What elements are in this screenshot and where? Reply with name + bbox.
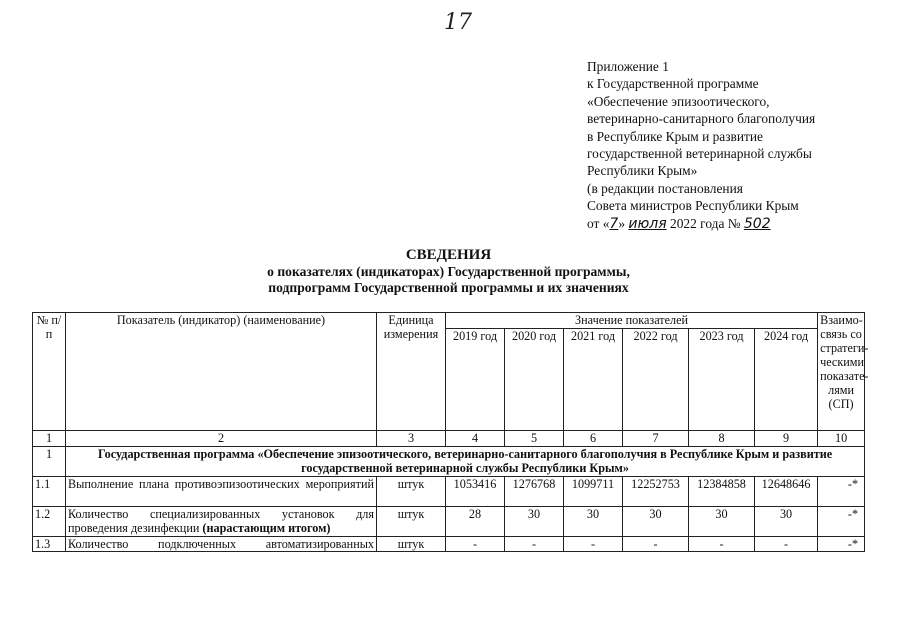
date-prefix: от « <box>587 215 610 231</box>
date-day: 7 <box>609 215 619 232</box>
header-name: Показатель (индикатор) (наименование) <box>66 313 377 431</box>
col-number: 7 <box>623 431 689 447</box>
row-value: 30 <box>755 507 818 537</box>
page-number: 17 <box>444 10 472 35</box>
row-name <box>66 507 377 537</box>
section-title: Государственная программа «Обеспечение эпизоотического, ветеринарно-санитарного благополучия в Республике Крым и развитие государственной ветеринарной службы Республики Крым» <box>66 447 865 477</box>
row-name <box>66 477 377 507</box>
row-num: 1.3 <box>33 537 66 552</box>
date-mid: » <box>618 215 626 231</box>
col-number: 9 <box>755 431 818 447</box>
col-number: 2 <box>66 431 377 447</box>
row-value: 30 <box>564 507 623 537</box>
date-year: 2022 года № <box>670 215 741 231</box>
appendix-date-line <box>587 215 815 233</box>
header-num: № п/п <box>33 313 66 431</box>
col-number: 1 <box>33 431 66 447</box>
row-value: - <box>564 537 623 552</box>
appendix-line: государственной ветеринарной службы <box>587 146 812 162</box>
col-number: 5 <box>505 431 564 447</box>
table-row <box>33 537 865 552</box>
header-year: 2023 год <box>689 329 755 431</box>
col-number: 3 <box>377 431 446 447</box>
header-year: 2019 год <box>446 329 505 431</box>
row-num: 1.2 <box>33 507 66 537</box>
row-value: 30 <box>689 507 755 537</box>
date-month: июля <box>628 215 667 232</box>
row-value: 12384858 <box>689 477 755 507</box>
header-year: 2021 год <box>564 329 623 431</box>
row-value: 1053416 <box>446 477 505 507</box>
row-value: - <box>689 537 755 552</box>
appendix-line: к Государственной программе <box>587 76 759 92</box>
section-num: 1 <box>33 447 66 477</box>
appendix-line: (в редакции постановления <box>587 180 743 196</box>
row-link: -* <box>818 507 865 537</box>
row-name-text: Количество специализированных установок для проведения дезинфекции <box>68 507 374 535</box>
appendix-line: «Обеспечение эпизоотического, <box>587 93 770 109</box>
table-row <box>33 507 865 537</box>
header-values: Значение показателей <box>446 313 818 329</box>
appendix-line: Республики Крым» <box>587 163 698 179</box>
row-unit: штук <box>377 507 446 537</box>
row-num: 1.1 <box>33 477 66 507</box>
row-value: - <box>505 537 564 552</box>
header-year: 2022 год <box>623 329 689 431</box>
row-value: - <box>446 537 505 552</box>
row-link: -* <box>818 537 865 552</box>
row-value: 28 <box>446 507 505 537</box>
row-value: 12648646 <box>755 477 818 507</box>
row-unit: штук <box>377 537 446 552</box>
row-value: 30 <box>505 507 564 537</box>
header-year: 2024 год <box>755 329 818 431</box>
title-line-2: о показателях (индикаторах) Государственной программы, <box>267 264 630 279</box>
table-row <box>33 477 865 507</box>
col-number: 8 <box>689 431 755 447</box>
appendix-line: Приложение 1 <box>587 59 669 74</box>
col-number: 10 <box>818 431 865 447</box>
title-main: СВЕДЕНИЯ <box>405 247 492 263</box>
title-line-3: подпрограмм Государственной программы и их значениях <box>268 280 629 295</box>
row-value: 1099711 <box>564 477 623 507</box>
appendix-block <box>587 58 815 233</box>
header-year: 2020 год <box>505 329 564 431</box>
header-link: Взаимо-связь со стратеги-ческими показате-лями (СП) <box>818 313 865 431</box>
appendix-line: ветеринарно-санитарного благополучия <box>587 111 816 127</box>
col-number: 4 <box>446 431 505 447</box>
row-name-bold: (нарастающим итогом) <box>202 521 331 535</box>
indicators-table <box>32 312 869 552</box>
appendix-line: Совета министров Республики Крым <box>587 198 799 214</box>
row-unit: штук <box>377 477 446 507</box>
col-number: 6 <box>564 431 623 447</box>
row-value: 30 <box>623 507 689 537</box>
document-title <box>0 246 897 296</box>
row-value: - <box>623 537 689 552</box>
row-name-text: Выполнение плана противоэпизоотических мероприятий <box>68 477 374 491</box>
appendix-line: в Республике Крым и развитие <box>587 128 763 144</box>
row-value: 12252753 <box>623 477 689 507</box>
row-name-text: Количество подключенных автоматизированных <box>68 537 374 551</box>
date-number: 502 <box>743 215 771 232</box>
header-unit: Единица измерения <box>377 313 446 431</box>
row-name <box>66 537 377 552</box>
row-value: 1276768 <box>505 477 564 507</box>
row-value: - <box>755 537 818 552</box>
row-link: -* <box>818 477 865 507</box>
